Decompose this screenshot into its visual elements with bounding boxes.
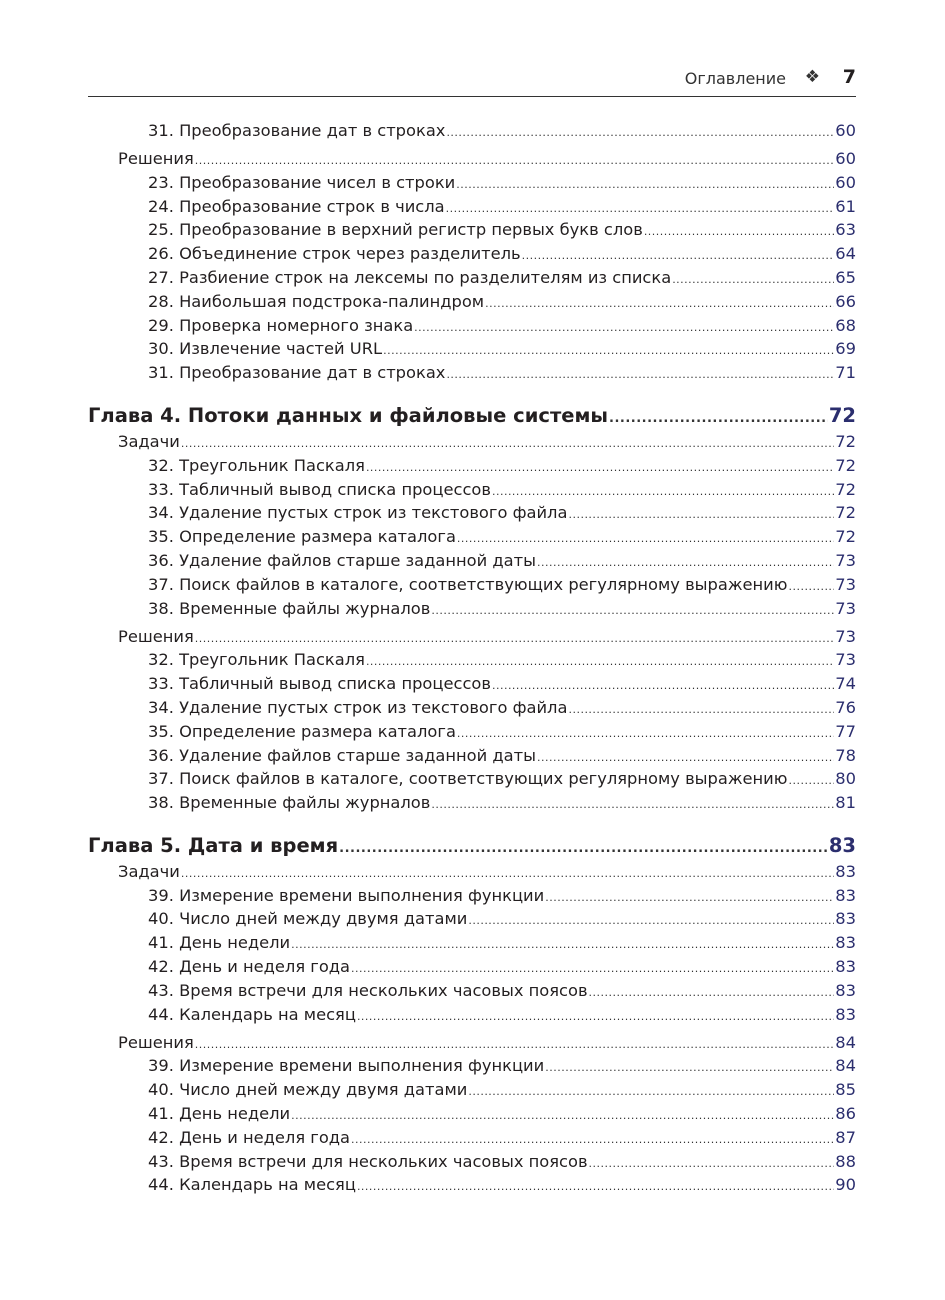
entry-page-number: 84 (835, 1056, 856, 1076)
dot-leader (446, 197, 835, 221)
subsection-entry[interactable] (88, 597, 856, 621)
subsection-entry[interactable] (88, 573, 856, 597)
subsection-entry[interactable] (88, 454, 856, 478)
entry-page-number: 72 (835, 503, 856, 523)
dot-leader (446, 121, 834, 145)
entry-title: 34. Удаление пустых строк из текстового файла (148, 503, 568, 523)
dot-leader (456, 173, 834, 197)
section-entry[interactable] (88, 147, 856, 171)
dot-leader (492, 674, 834, 698)
entry-title: 30. Извлечение частей URL (148, 339, 383, 359)
entry-title: 43. Время встречи для нескольких часовых поясов (148, 980, 588, 1000)
dot-leader (414, 316, 834, 340)
subsection-entry[interactable] (88, 696, 856, 720)
entry-page-number: 83 (835, 933, 856, 953)
dot-leader (468, 909, 834, 933)
entry-page-number: 73 (835, 550, 856, 570)
dot-leader (568, 503, 834, 527)
entry-title: Решения (118, 148, 194, 168)
subsection-entry[interactable] (88, 478, 856, 502)
subsection-entry[interactable] (88, 979, 856, 1003)
entry-title: 23. Преобразование чисел в строки (148, 172, 456, 192)
entry-page-number: 60 (835, 121, 856, 140)
dot-leader (383, 339, 834, 363)
table-of-contents (88, 119, 856, 1197)
dot-leader (545, 1056, 834, 1080)
dot-leader (537, 551, 834, 575)
subsection-entry[interactable] (88, 218, 856, 242)
dot-leader (366, 650, 834, 674)
subsection-entry[interactable] (88, 525, 856, 549)
entry-title: 37. Поиск файлов в каталоге, соответствующих регулярному выражению (148, 769, 788, 789)
entry-page-number: 73 (835, 574, 856, 594)
entry-page-number: 85 (835, 1080, 856, 1100)
entry-title: Глава 5. Дата и время (88, 833, 339, 857)
section-entry[interactable] (88, 625, 856, 649)
entry-title: Решения (118, 626, 194, 646)
dot-leader (537, 746, 834, 770)
entry-page-number: 66 (835, 291, 856, 311)
dot-leader (366, 456, 834, 480)
entry-page-number: 87 (835, 1127, 856, 1147)
subsection-entry[interactable] (88, 119, 856, 143)
ornament-icon: ❖ (804, 67, 820, 87)
subsection-entry[interactable] (88, 195, 856, 219)
subsection-entry[interactable] (88, 1078, 856, 1102)
entry-title: 39. Измерение времени выполнения функции (148, 885, 545, 905)
entry-title: 38. Временные файлы журналов (148, 793, 431, 813)
entry-title: 39. Измерение времени выполнения функции (148, 1056, 545, 1076)
subsection-entry[interactable] (88, 791, 856, 815)
chapter-entry[interactable] (88, 832, 856, 860)
entry-title: 41. День недели (148, 933, 291, 953)
subsection-entry[interactable] (88, 314, 856, 338)
entry-title: 38. Временные файлы журналов (148, 598, 431, 618)
entry-page-number: 61 (835, 196, 856, 216)
entry-page-number: 83 (835, 885, 856, 905)
dot-leader (672, 268, 834, 292)
dot-leader (351, 957, 834, 981)
entry-title: 43. Время встречи для нескольких часовых поясов (148, 1151, 588, 1171)
dot-leader (609, 405, 828, 433)
subsection-entry[interactable] (88, 884, 856, 908)
entry-title: 31. Преобразование дат в строках (148, 121, 446, 140)
entry-title: 33. Табличный вывод списка процессов (148, 674, 491, 694)
dot-leader (195, 627, 835, 651)
entry-page-number: 77 (835, 721, 856, 741)
entry-title: 31. Преобразование дат в строках (148, 363, 446, 383)
entry-page-number: 64 (835, 244, 856, 264)
subsection-entry[interactable] (88, 931, 856, 955)
subsection-entry[interactable] (88, 337, 856, 361)
dot-leader (788, 769, 834, 793)
entry-title: 36. Удаление файлов старше заданной даты (148, 550, 536, 570)
subsection-entry[interactable] (88, 266, 856, 290)
entry-page-number: 90 (835, 1175, 856, 1195)
entry-page-number: 72 (835, 431, 856, 451)
dot-leader (457, 527, 834, 551)
entry-title: 40. Число дней между двумя датами (148, 1080, 468, 1100)
page-number: 7 (842, 66, 856, 88)
entry-title: 42. День и неделя года (148, 957, 351, 977)
subsection-entry[interactable] (88, 648, 856, 672)
entry-page-number: 60 (835, 148, 856, 168)
entry-title: 35. Определение размера каталога (148, 527, 456, 547)
entry-page-number: 84 (835, 1032, 856, 1052)
subsection-entry[interactable] (88, 767, 856, 791)
entry-page-number: 73 (835, 626, 856, 646)
entry-page-number: 73 (835, 598, 856, 618)
entry-page-number: 81 (835, 793, 856, 813)
subsection-entry[interactable] (88, 1054, 856, 1078)
dot-leader (644, 220, 834, 244)
dot-leader (195, 149, 835, 173)
section-entry[interactable] (88, 860, 856, 884)
entry-page-number: 73 (835, 650, 856, 670)
entry-title: Решения (118, 1032, 194, 1052)
entry-title: 34. Удаление пустых строк из текстового файла (148, 697, 568, 717)
entry-page-number: 83 (835, 909, 856, 929)
entry-page-number: 78 (835, 745, 856, 765)
entry-title: 28. Наибольшая подстрока-палиндром (148, 291, 485, 311)
subsection-entry[interactable] (88, 1003, 856, 1027)
entry-page-number: 65 (835, 267, 856, 287)
running-header-title: Оглавление (684, 69, 786, 88)
dot-leader (485, 292, 834, 316)
entry-title: 40. Число дней между двумя датами (148, 909, 468, 929)
dot-leader (589, 1152, 835, 1176)
entry-title: 26. Объединение строк через разделитель (148, 244, 521, 264)
dot-leader (339, 835, 828, 863)
dot-leader (195, 1033, 835, 1057)
entry-title: 33. Табличный вывод списка процессов (148, 479, 491, 499)
entry-title: 32. Треугольник Паскаля (148, 455, 365, 475)
dot-leader (181, 862, 834, 886)
entry-title: 24. Преобразование строк в числа (148, 196, 445, 216)
entry-page-number: 72 (835, 479, 856, 499)
dot-leader (457, 722, 834, 746)
dot-leader (545, 886, 834, 910)
entry-page-number: 83 (835, 1004, 856, 1024)
entry-title: 36. Удаление файлов старше заданной даты (148, 745, 536, 765)
dot-leader (291, 933, 834, 957)
section-entry[interactable] (88, 430, 856, 454)
dot-leader (357, 1005, 834, 1029)
entry-page-number: 69 (835, 339, 856, 359)
dot-leader (468, 1080, 834, 1104)
subsection-entry[interactable] (88, 1126, 856, 1150)
entry-title: Задачи (118, 431, 180, 451)
dot-leader (291, 1104, 834, 1128)
entry-title: Глава 4. Потоки данных и файловые системы (88, 403, 609, 427)
dot-leader (431, 599, 834, 623)
entry-page-number: 83 (835, 861, 856, 881)
entry-page-number: 71 (835, 363, 856, 383)
dot-leader (788, 575, 834, 599)
entry-page-number: 83 (835, 957, 856, 977)
subsection-entry[interactable] (88, 1173, 856, 1197)
subsection-entry[interactable] (88, 361, 856, 385)
entry-page-number: 68 (835, 315, 856, 335)
entry-page-number: 83 (835, 980, 856, 1000)
subsection-entry[interactable] (88, 907, 856, 931)
subsection-entry[interactable] (88, 1150, 856, 1174)
dot-leader (522, 244, 835, 268)
subsection-entry[interactable] (88, 720, 856, 744)
subsection-entry[interactable] (88, 672, 856, 696)
subsection-entry[interactable] (88, 501, 856, 525)
dot-leader (351, 1128, 834, 1152)
entry-title: 27. Разбиение строк на лексемы по разделителям из списка (148, 267, 672, 287)
entry-page-number: 60 (835, 172, 856, 192)
subsection-entry[interactable] (88, 744, 856, 768)
entry-page-number: 63 (835, 220, 856, 240)
dot-leader (589, 981, 835, 1005)
entry-title: 32. Треугольник Паскаля (148, 650, 365, 670)
entry-title: Задачи (118, 861, 180, 881)
entry-title: 25. Преобразование в верхний регистр первых букв слов (148, 220, 643, 240)
subsection-entry[interactable] (88, 955, 856, 979)
entry-page-number: 86 (835, 1104, 856, 1124)
dot-leader (431, 793, 834, 817)
entry-page-number: 88 (835, 1151, 856, 1171)
entry-title: 42. День и неделя года (148, 1127, 351, 1147)
entry-title: 41. День недели (148, 1104, 291, 1124)
entry-page-number: 74 (835, 674, 856, 694)
entry-page-number: 76 (835, 697, 856, 717)
dot-leader (357, 1175, 834, 1199)
entry-page-number: 72 (835, 527, 856, 547)
subsection-entry[interactable] (88, 242, 856, 266)
subsection-entry[interactable] (88, 171, 856, 195)
chapter-entry[interactable] (88, 402, 856, 430)
subsection-entry[interactable] (88, 290, 856, 314)
entry-title: 37. Поиск файлов в каталоге, соответствующих регулярному выражению (148, 574, 788, 594)
entry-title: 35. Определение размера каталога (148, 721, 456, 741)
entry-page-number: 72 (828, 403, 856, 427)
dot-leader (568, 698, 834, 722)
entry-title: 44. Календарь на месяц (148, 1175, 356, 1195)
dot-leader (492, 480, 834, 504)
entry-page-number: 83 (828, 833, 856, 857)
dot-leader (181, 432, 834, 456)
subsection-entry[interactable] (88, 549, 856, 573)
subsection-entry[interactable] (88, 1102, 856, 1126)
entry-page-number: 80 (835, 769, 856, 789)
section-entry[interactable] (88, 1031, 856, 1055)
entry-page-number: 72 (835, 455, 856, 475)
running-header (88, 64, 856, 97)
entry-title: 44. Календарь на месяц (148, 1004, 356, 1024)
dot-leader (446, 363, 834, 387)
entry-title: 29. Проверка номерного знака (148, 315, 414, 335)
